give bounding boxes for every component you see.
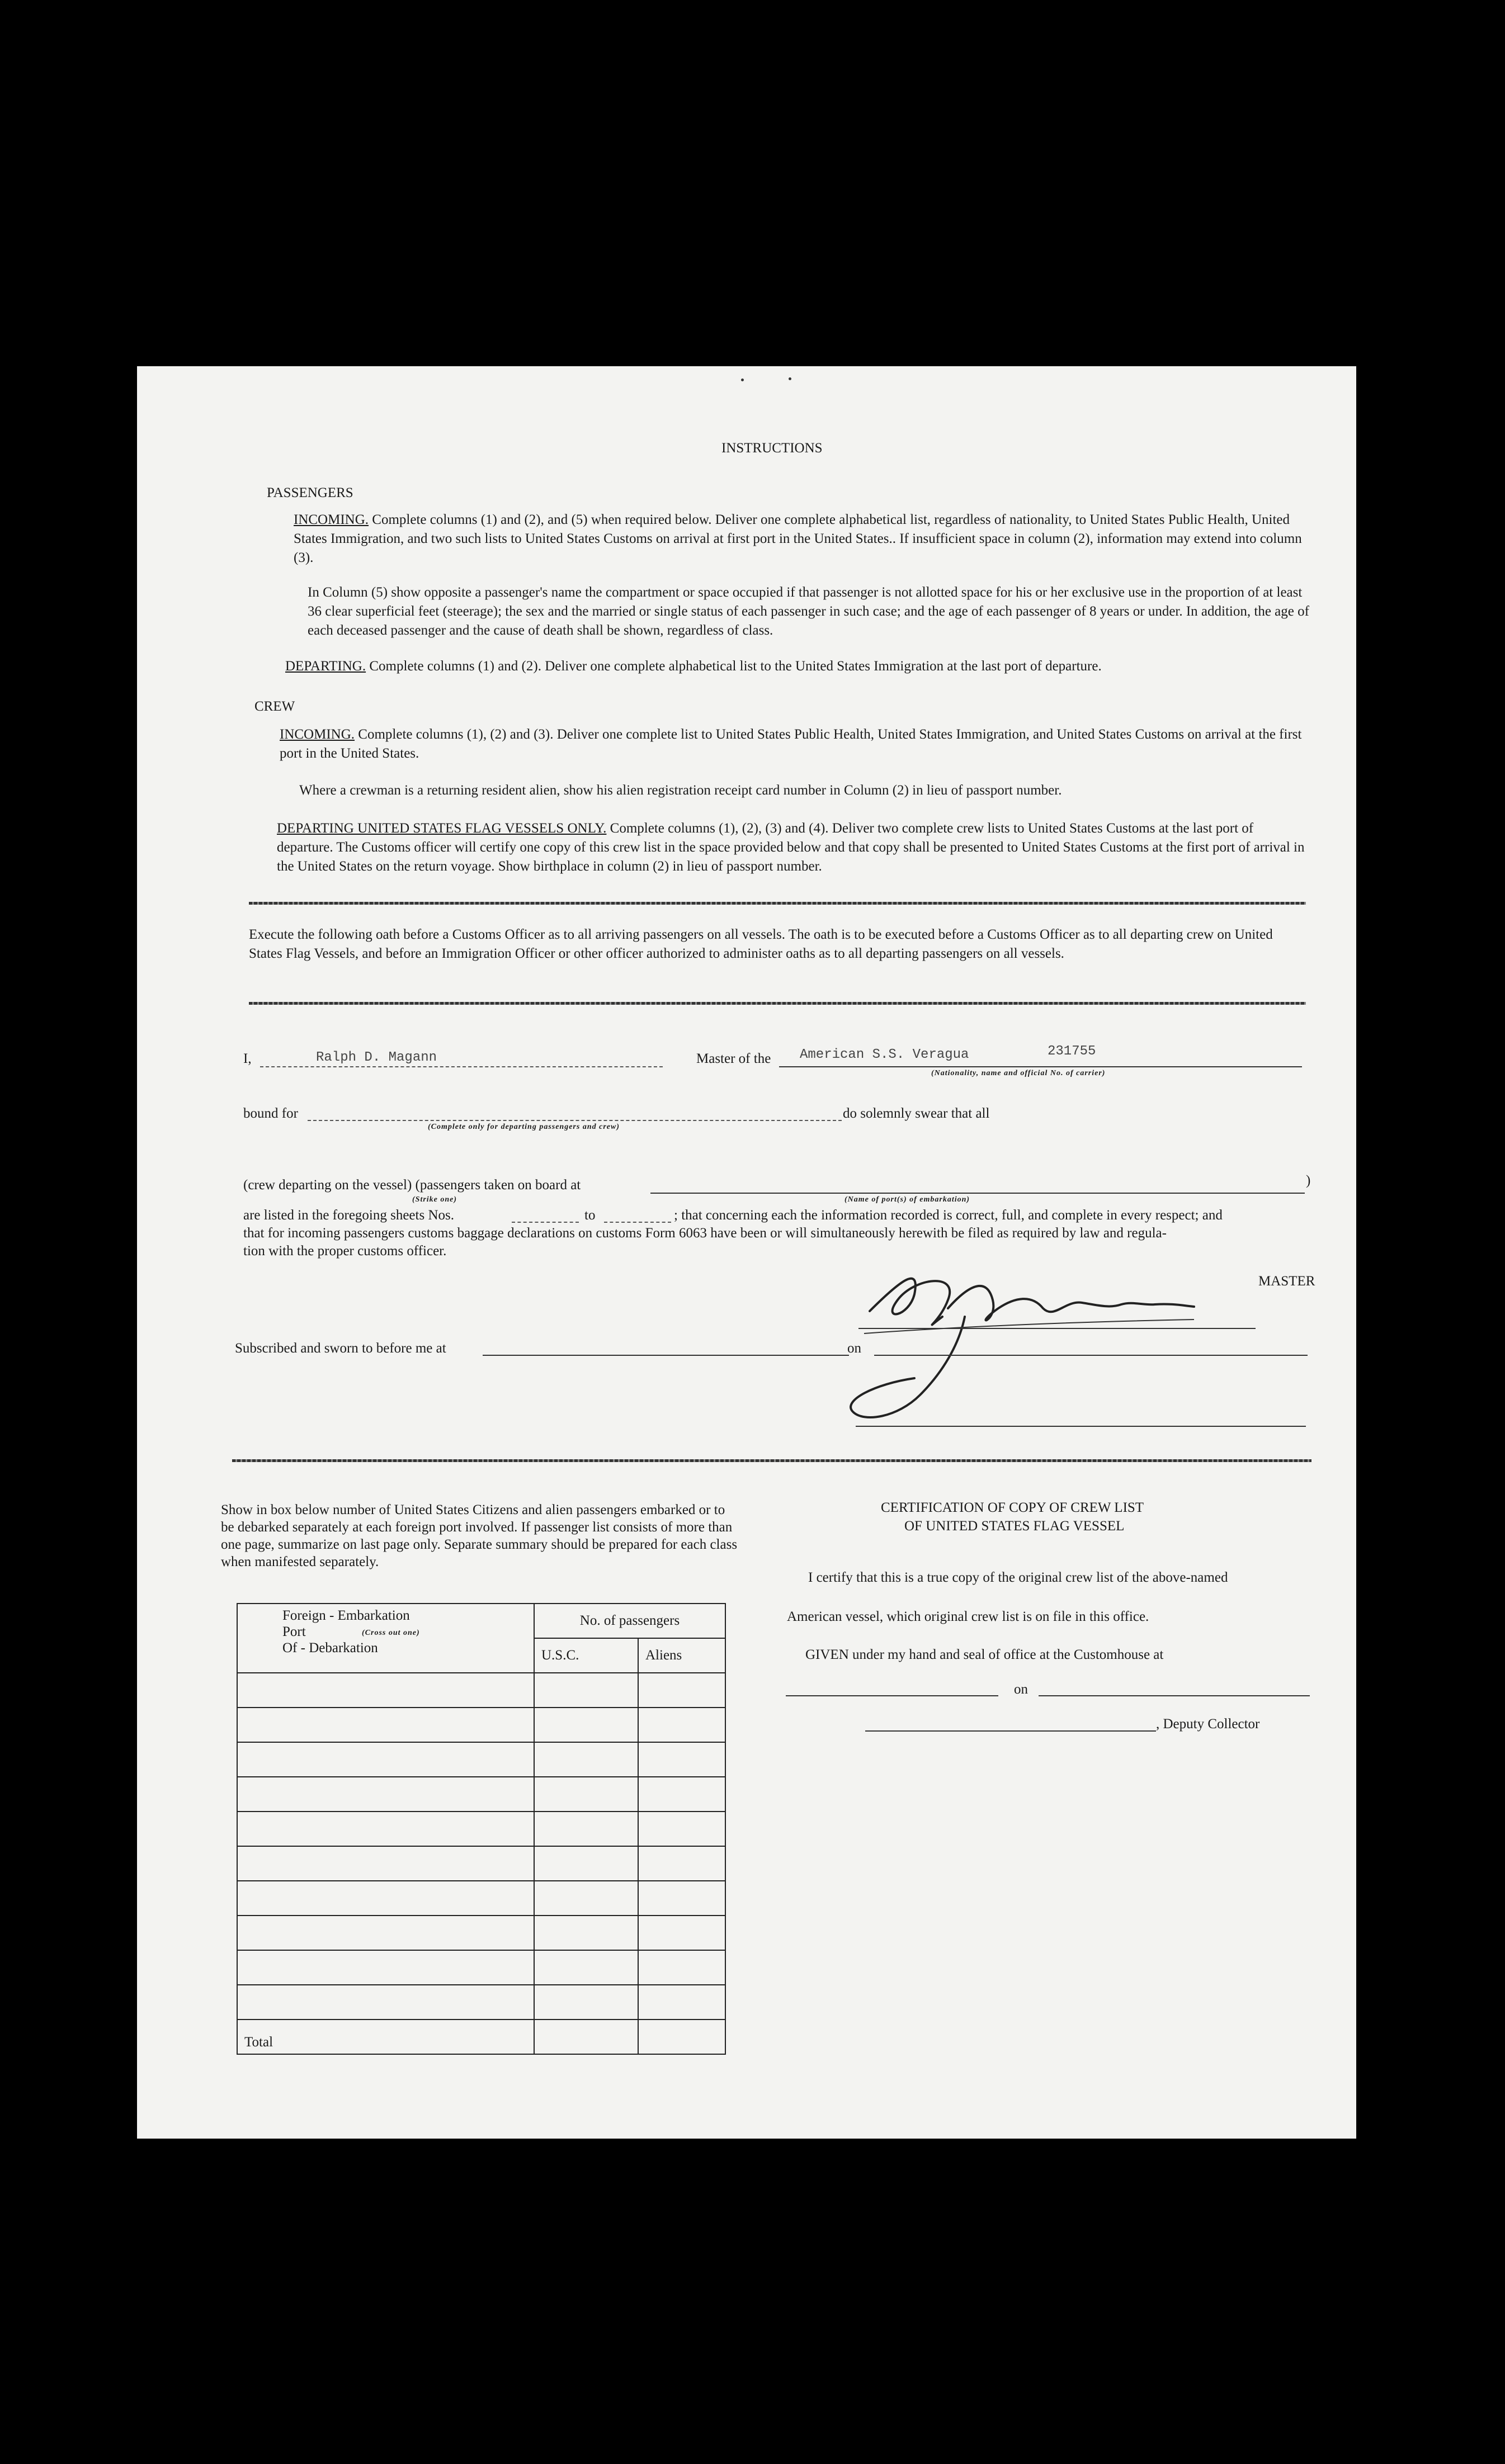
- crew-passengers-text: (crew departing on the vessel) (passengers taken on board at: [243, 1177, 581, 1193]
- port-header-caption: (Cross out one): [362, 1629, 420, 1637]
- passengers-column-header: No. of passengers: [534, 1604, 725, 1638]
- certification-title-2: OF UNITED STATES FLAG VESSEL: [904, 1519, 1125, 1534]
- crew-incoming-text: Complete columns (1), (2) and (3). Deliver one complete list to United States Public Health, United States Immigration, and United States Customs on arrival at the first port in the United States.: [280, 727, 1302, 761]
- officer-signature-line: [856, 1426, 1306, 1427]
- port-header-line2: Port: [282, 1624, 306, 1639]
- master-name: Ralph D. Magann: [316, 1050, 437, 1065]
- master-signature: [831, 1255, 1256, 1423]
- certification-date-line: [1039, 1695, 1310, 1696]
- table-row: [237, 1881, 725, 1916]
- departing-label: DEPARTING.: [285, 659, 366, 674]
- crew-departing-text: Complete columns (1), (2), (3) and (4). Deliver two complete crew lists to United States Customs at the last port of departure. The Customs officer will certify one copy of this crew list in the space provided below and that copy shall be presented to United States Customs at the first port of arrival in the United States on the return voyage. Show birthplace in column (2) in lieu of passport number.: [277, 821, 1305, 874]
- incoming-label: INCOMING.: [294, 512, 369, 527]
- column5-paragraph: In Column (5) show opposite a passenger's name the compartment or space occupied if that passenger is not allotted space for his or her exclusive use in the proportion of at least 36 clear superficial feet (steerage); the sex and the married or single status of each passenger in such case; and the age of each passenger of 8 years or under. In addition, the age of each deceased passenger and the cause of death shall be shown, regardless of class.: [308, 585, 1309, 638]
- vessel-name: American S.S. Veragua: [800, 1047, 969, 1062]
- incoming-text: Complete columns (1) and (2), and (5) when required below. Deliver one complete alphabetical list, regardless of nationality, to United States Public Health, United States Immigration, and two such lists to United States Customs on arrival at first port in the United States.. If insufficient space in column (2), information may extend into column (3).: [294, 512, 1302, 565]
- embarkation-line: [650, 1193, 1305, 1194]
- strike-caption: (Strike one): [412, 1195, 457, 1204]
- master-of-label: Master of the: [696, 1051, 771, 1066]
- crew-departing-label: DEPARTING UNITED STATES FLAG VESSELS ONLY.: [277, 821, 607, 836]
- sheets-text-2: ; that concerning each the information recorded is correct, full, and complete in every respect; and: [674, 1208, 1223, 1223]
- crew-resident-paragraph: Where a crewman is a returning resident alien, show his alien registration receipt card number in Column (2) in lieu of passport number.: [299, 783, 1062, 798]
- usc-column-header: U.S.C.: [534, 1638, 638, 1673]
- table-row: [237, 1812, 725, 1846]
- instructions-title: INSTRUCTIONS: [721, 441, 823, 456]
- subscribed-place-line: [483, 1355, 849, 1356]
- sheets-text-4: tion with the proper customs officer.: [243, 1243, 447, 1259]
- vessel-caption: (Nationality, name and official No. of carrier): [931, 1069, 1106, 1077]
- summary-instructions: Show in box below number of United States Citizens and alien passengers embarked or to be debarked separately at each foreign port involved. If passenger list consists of more than one page, summarize on last page only. Separate summary should be prepared for each class when manifested separately.: [221, 1502, 738, 1569]
- vessel-line: [779, 1066, 1302, 1067]
- bound-for-line: [308, 1120, 842, 1121]
- deputy-collector-label: , Deputy Collector: [1156, 1716, 1260, 1732]
- scan-mark: [789, 377, 791, 380]
- port-header-line2-row: [244, 1624, 527, 1640]
- master-label: MASTER: [1258, 1274, 1315, 1289]
- i-label: I,: [243, 1051, 252, 1066]
- bound-caption: (Complete only for departing passengers and crew): [428, 1123, 620, 1131]
- master-name-line: [260, 1066, 663, 1067]
- aliens-column-header: Aliens: [638, 1638, 725, 1673]
- certification-on-label: on: [1014, 1682, 1028, 1697]
- table-row: [237, 1950, 725, 1985]
- table-row: [237, 1985, 725, 2020]
- sheets-to-line: [604, 1222, 671, 1223]
- passengers-departing-paragraph: [285, 657, 1314, 676]
- scan-mark: [741, 379, 744, 381]
- departing-text: Complete columns (1) and (2). Deliver one complete alphabetical list to the United States Immigration at the last port of departure.: [369, 659, 1102, 674]
- passengers-incoming-paragraph: [294, 510, 1311, 567]
- passengers-heading: PASSENGERS: [267, 485, 353, 500]
- subscribed-on-label: on: [847, 1341, 861, 1356]
- close-paren: ): [1306, 1173, 1311, 1188]
- sheets-text-3: that for incoming passengers customs baggage declarations on customs Form 6063 have been or will simultaneously herewith be filed as required by law and regula-: [243, 1226, 1167, 1241]
- sheets-from-line: [512, 1222, 579, 1223]
- crew-departing-paragraph: [277, 819, 1311, 876]
- table-row: [237, 1708, 725, 1742]
- certification-text-2: American vessel, which original crew list is on file in this office.: [787, 1609, 1149, 1624]
- vessel-number: 231755: [1048, 1044, 1096, 1059]
- subscribed-label: Subscribed and sworn to before me at: [235, 1341, 446, 1356]
- swear-text: do solemnly swear that all: [843, 1106, 990, 1121]
- oath-intro: Execute the following oath before a Customs Officer as to all arriving passengers on all vessels. The oath is to be executed before a Customs Officer as to all departing crew on United States Flag Vessels, and before an Immigration Officer or other officer authorized to administer oaths as to all departing passengers on all vessels.: [249, 927, 1273, 961]
- sheets-text-1: are listed in the foregoing sheets Nos.: [243, 1208, 454, 1223]
- total-row: [237, 2020, 725, 2054]
- table-row: [237, 1673, 725, 1708]
- section-divider: [232, 1459, 1311, 1462]
- certification-text-1: I certify that this is a true copy of the original crew list of the above-named: [808, 1570, 1228, 1585]
- table-row: [237, 1777, 725, 1812]
- subscribed-date-line: [874, 1355, 1308, 1356]
- certification-text-3: GIVEN under my hand and seal of office at the Customhouse at: [805, 1647, 1164, 1662]
- table-row: [237, 1742, 725, 1777]
- port-column-header: [237, 1604, 534, 1673]
- crew-incoming-paragraph: [280, 725, 1303, 763]
- section-divider: [249, 1002, 1306, 1005]
- passenger-summary-table: [237, 1603, 726, 2055]
- table-row: [237, 1916, 725, 1950]
- port-header-line3: Of - Debarkation: [282, 1640, 378, 1656]
- port-header-line1: Foreign - Embarkation: [282, 1608, 410, 1623]
- section-divider: [249, 902, 1306, 905]
- sheets-to: to: [584, 1208, 596, 1223]
- crew-incoming-label: INCOMING.: [280, 727, 355, 742]
- deputy-collector-line: [865, 1730, 1156, 1732]
- master-signature-line: [858, 1328, 1256, 1329]
- embark-caption: (Name of port(s) of embarkation): [845, 1195, 970, 1204]
- certification-title-1: CERTIFICATION OF COPY OF CREW LIST: [881, 1500, 1144, 1515]
- table-row: [237, 1846, 725, 1881]
- bound-for-label: bound for: [243, 1106, 298, 1121]
- crew-heading: CREW: [254, 699, 295, 714]
- form-page: [137, 366, 1356, 2139]
- total-label: Total: [237, 2020, 534, 2054]
- certification-place-line: [786, 1695, 998, 1696]
